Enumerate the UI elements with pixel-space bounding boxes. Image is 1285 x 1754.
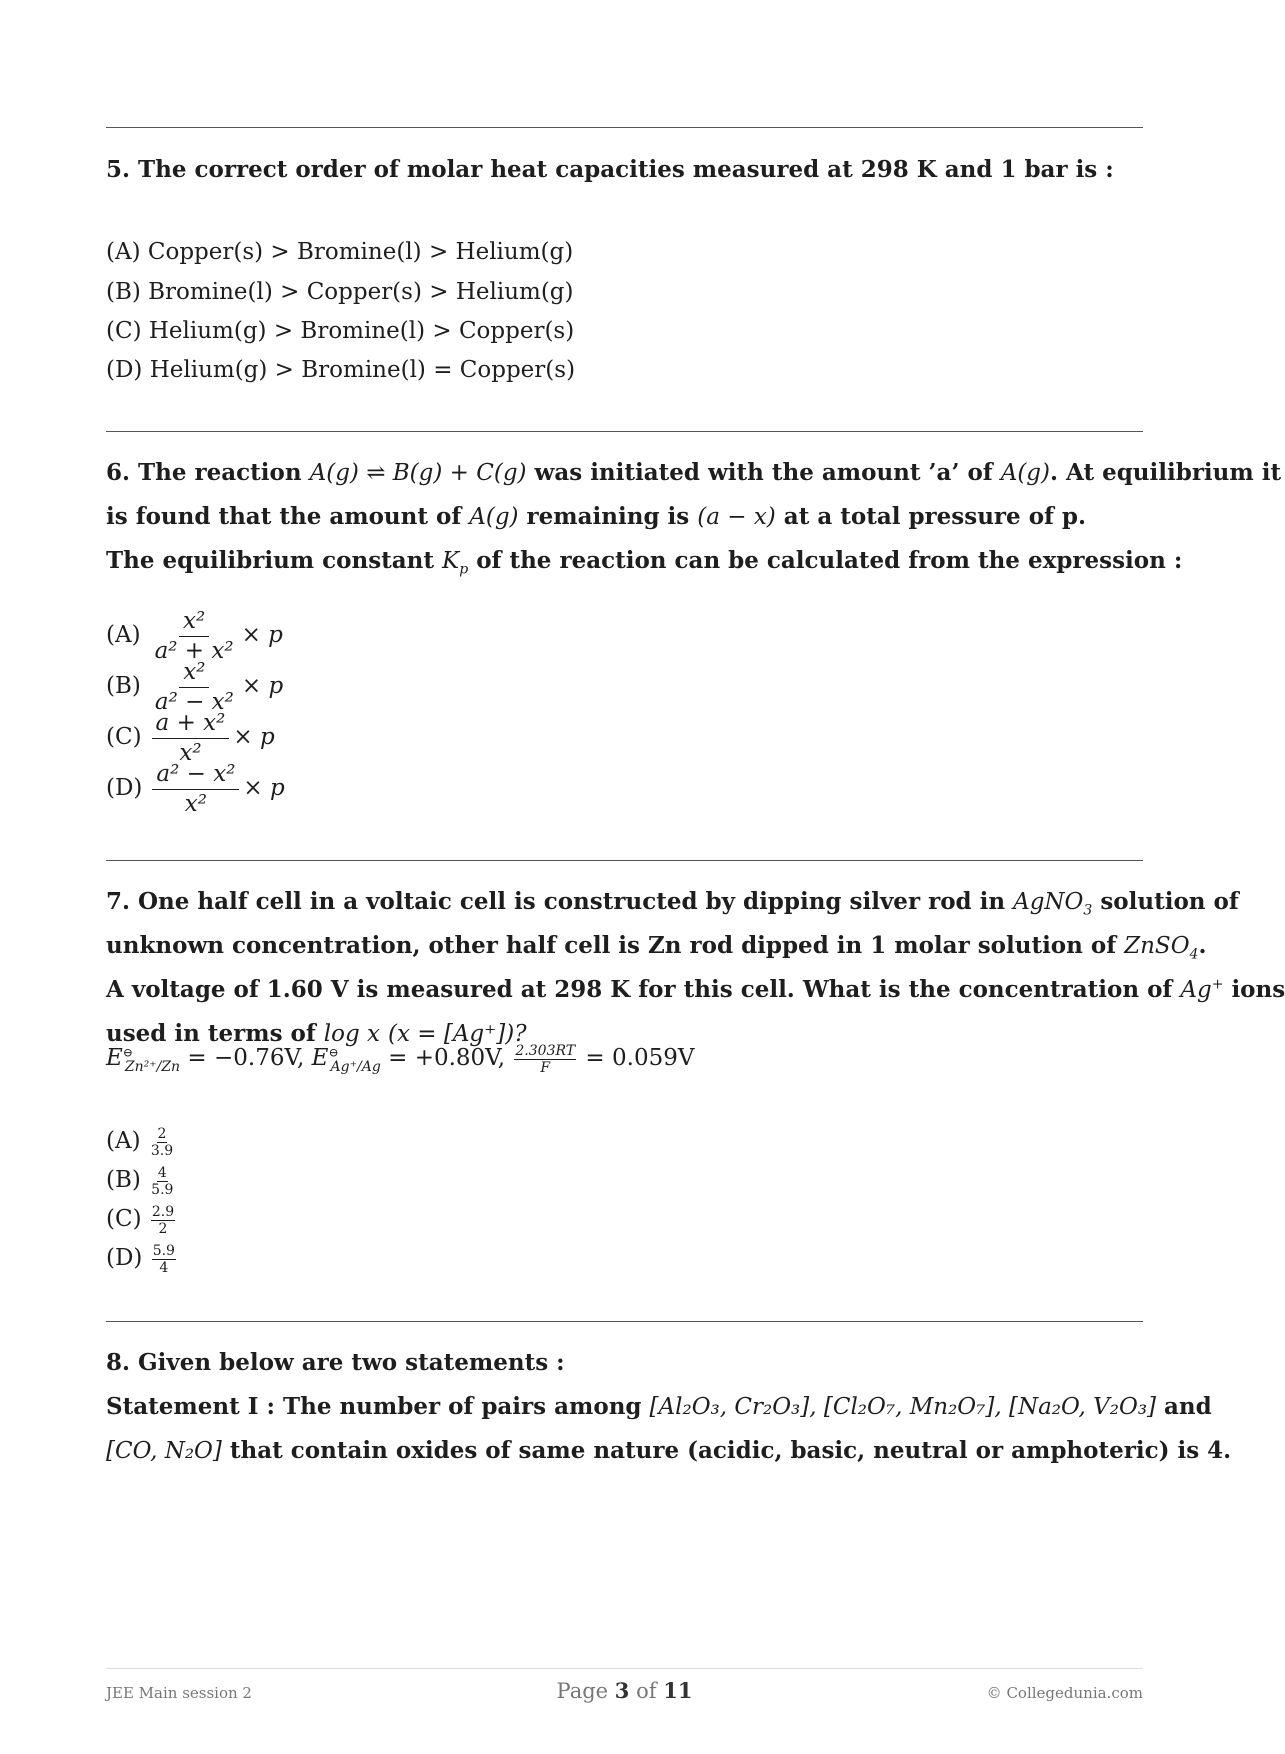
divider: [106, 431, 1143, 432]
page-footer: [106, 1678, 1143, 1708]
question-8-statement-1-line-1: Statement I : The number of pairs among [Al₂O₃, Cr₂O₃], [Cl₂O₇, Mn₂O₇], [Na₂O, V₂O₃] and: [106, 1393, 1212, 1420]
question-6-line-2: is found that the amount of A(g) remaining is (a − x) at a total pressure of p.: [106, 503, 1087, 530]
question-7-line-3: A voltage of 1.60 V is measured at 298 K for this cell. What is the concentration of Ag+ ions: [106, 976, 1285, 1003]
footer-page-number: Page 3 of 11: [556, 1678, 693, 1703]
question-7-line-4: used in terms of log x (x = [Ag⁺])?: [106, 1020, 527, 1047]
question-5-title: 5. The correct order of molar heat capacities measured at 298 K and 1 bar is :: [106, 156, 1114, 183]
question-7-option-c[interactable]: (C) $\frac{2.9}{2}$: [106, 1203, 175, 1237]
question-6-option-c[interactable]: (C) $\frac{\text{a + x²}}{\text{x²}}$ × p: [106, 709, 275, 766]
divider: [106, 860, 1143, 861]
question-6-option-b[interactable]: (B) $\frac{\text{x²}}{\text{a² − x²}}$ × p: [106, 658, 284, 715]
question-7-stem: [106, 880, 1285, 1056]
question-7-line-2: unknown concentration, other half cell is Zn rod dipped in 1 molar solution of ZnSO$_4$.: [106, 932, 1207, 963]
question-7-option-a[interactable]: (A) $\frac{2}{3.9}$: [106, 1125, 174, 1159]
divider: [106, 1321, 1143, 1322]
question-7-given-values: $E^⊖_{Zn^{2+}/Zn} = -0.76V$, $E^⊖_{Ag^+/Ag} = +0.80V$, $\frac{2.303RT}{F}$ = 0.059V: [106, 1042, 695, 1076]
question-5-option-c[interactable]: (C) Helium(g) > Bromine(l) > Copper(s): [106, 318, 575, 344]
question-6-line-1: 6. The reaction A(g) ⇌ B(g) + C(g) was initiated with the amount ’a’ of A(g). At equilibrium it: [106, 459, 1282, 486]
footer-exam-name: JEE Main session 2: [106, 1684, 252, 1702]
question-5-option-b[interactable]: (B) Bromine(l) > Copper(s) > Helium(g): [106, 279, 574, 305]
divider: [106, 127, 1143, 128]
question-7-option-b[interactable]: (B) $\frac{4}{5.9}$: [106, 1164, 174, 1198]
question-8-stem: [106, 1341, 1232, 1473]
page: [106, 0, 1285, 1754]
question-7-line-1: 7. One half cell in a voltaic cell is constructed by dipping silver rod in AgNO$_3$ solution of: [106, 888, 1239, 919]
footer-divider: [106, 1668, 1143, 1669]
question-5-option-a[interactable]: (A) Copper(s) > Bromine(l) > Helium(g): [106, 239, 574, 265]
question-6-line-3: The equilibrium constant $K_p$ of the reaction can be calculated from the expression :: [106, 547, 1183, 578]
footer-copyright: © Collegedunia.com: [986, 1684, 1143, 1702]
question-7-option-d[interactable]: (D) $\frac{5.9}{4}$: [106, 1242, 175, 1276]
question-6-stem: [106, 451, 1282, 583]
question-6-option-d[interactable]: (D) $\frac{\text{a² − x²}}{\text{x²}}$ × p: [106, 760, 285, 817]
question-5-option-d[interactable]: (D) Helium(g) > Bromine(l) = Copper(s): [106, 357, 576, 383]
question-8-statement-1-line-2: [CO, N₂O] that contain oxides of same nature (acidic, basic, neutral or amphoteric) is 4.: [106, 1437, 1232, 1464]
question-6-option-a[interactable]: (A) $\frac{\text{x²}}{\text{a² + x²}}$ × p: [106, 607, 283, 664]
question-8-title: 8. Given below are two statements :: [106, 1349, 565, 1376]
